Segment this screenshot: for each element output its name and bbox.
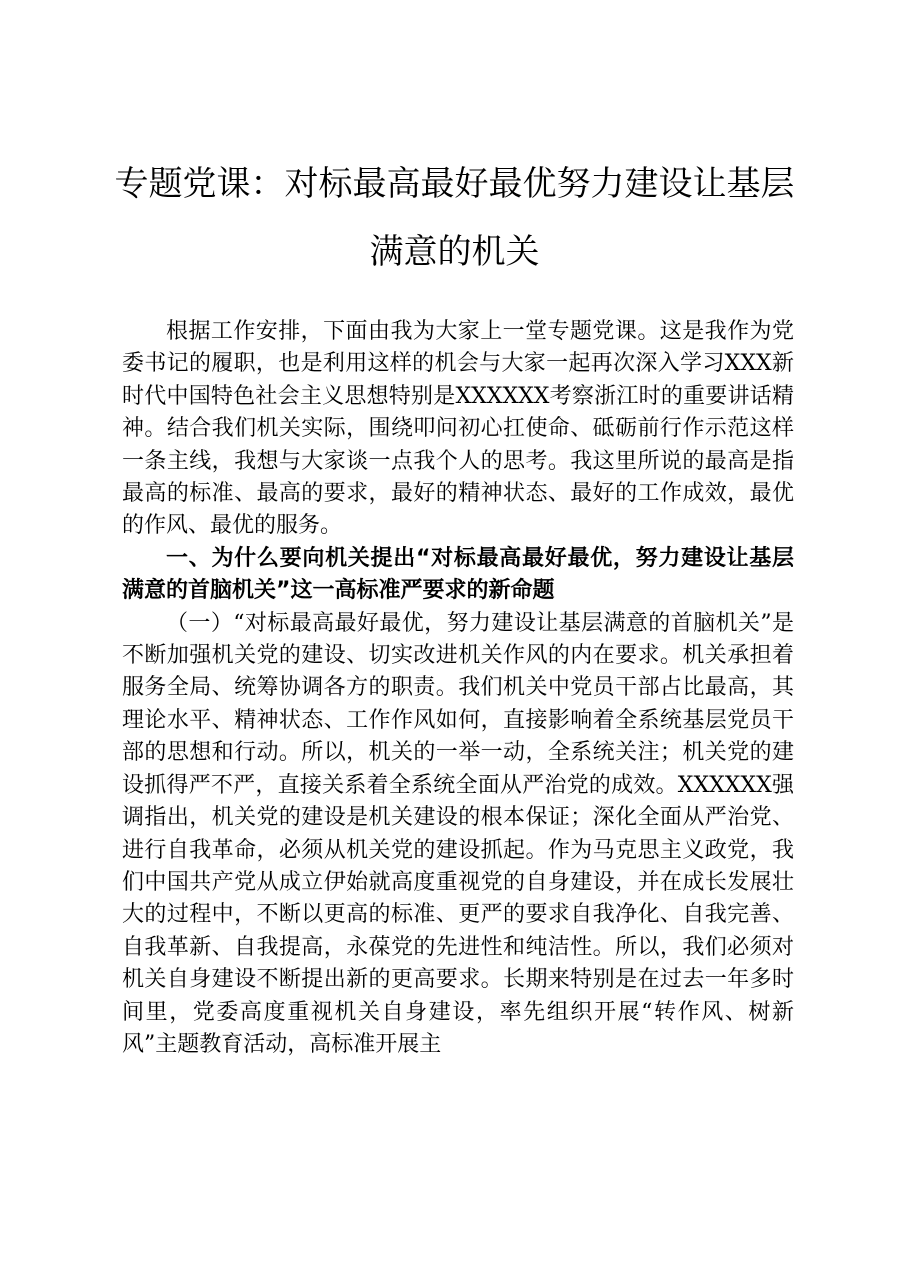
- paragraph-intro: 根据工作安排，下面由我为大家上一堂专题党课。这是我作为党委书记的履职，也是利用这样的机会与大家一起再次深入学习XXX新时代中国特色社会主义思想特别是XXXXXX考察浙江时的重要讲话精神。结合我们机关实际，围绕叩问初心扛使命、砥砺前行作示范这样一条主线，我想与大家谈一点我个人的思考。我这里所说的最高是指最高的标准、最高的要求，最好的精神状态、最好的工作成效，最优的作风、最优的服务。: [122, 319, 794, 539]
- section-heading-1: 一、为什么要向机关提出“对标最高最好最优，努力建设让基层满意的首脑机关”这一高标准严要求的新命题: [122, 545, 794, 604]
- document-title: 专题党课：对标最高最好最优努力建设让基层满意的机关: [114, 164, 795, 272]
- document-body: [122, 316, 794, 1061]
- paragraph-subsection-1: （一）“对标最高最好最优，努力建设让基层满意的首脑机关”是不断加强机关党的建设、切实改进机关作风的内在要求。机关承担着服务全局、统筹协调各方的职责。我们机关中党员干部占比最高，其理论水平、精神状态、工作作风如何，直接影响着全系统基层党员干部的思想和行动。所以，机关的一举一动，全系统关注；机关党的建设抓得严不严，直接关系着全系统全面从严治党的成效。XXXXXX强调指出，机关党的建设是机关建设的根本保证；深化全面从严治党、进行自我革命，必须从机关党的建设抓起。作为马克思主义政党，我们中国共产党从成立伊始就高度重视党的自身建设，并在成长发展壮大的过程中，不断以更高的标准、更严的要求自我净化、自我完善、自我革新、自我提高，永葆党的先进性和纯洁性。所以，我们必须对机关自身建设不断提出新的更高要求。长期来特别是在过去一年多时间里，党委高度重视机关自身建设，率先组织开展“转作风、树新风”主题教育活动，高标准开展主: [122, 610, 794, 1057]
